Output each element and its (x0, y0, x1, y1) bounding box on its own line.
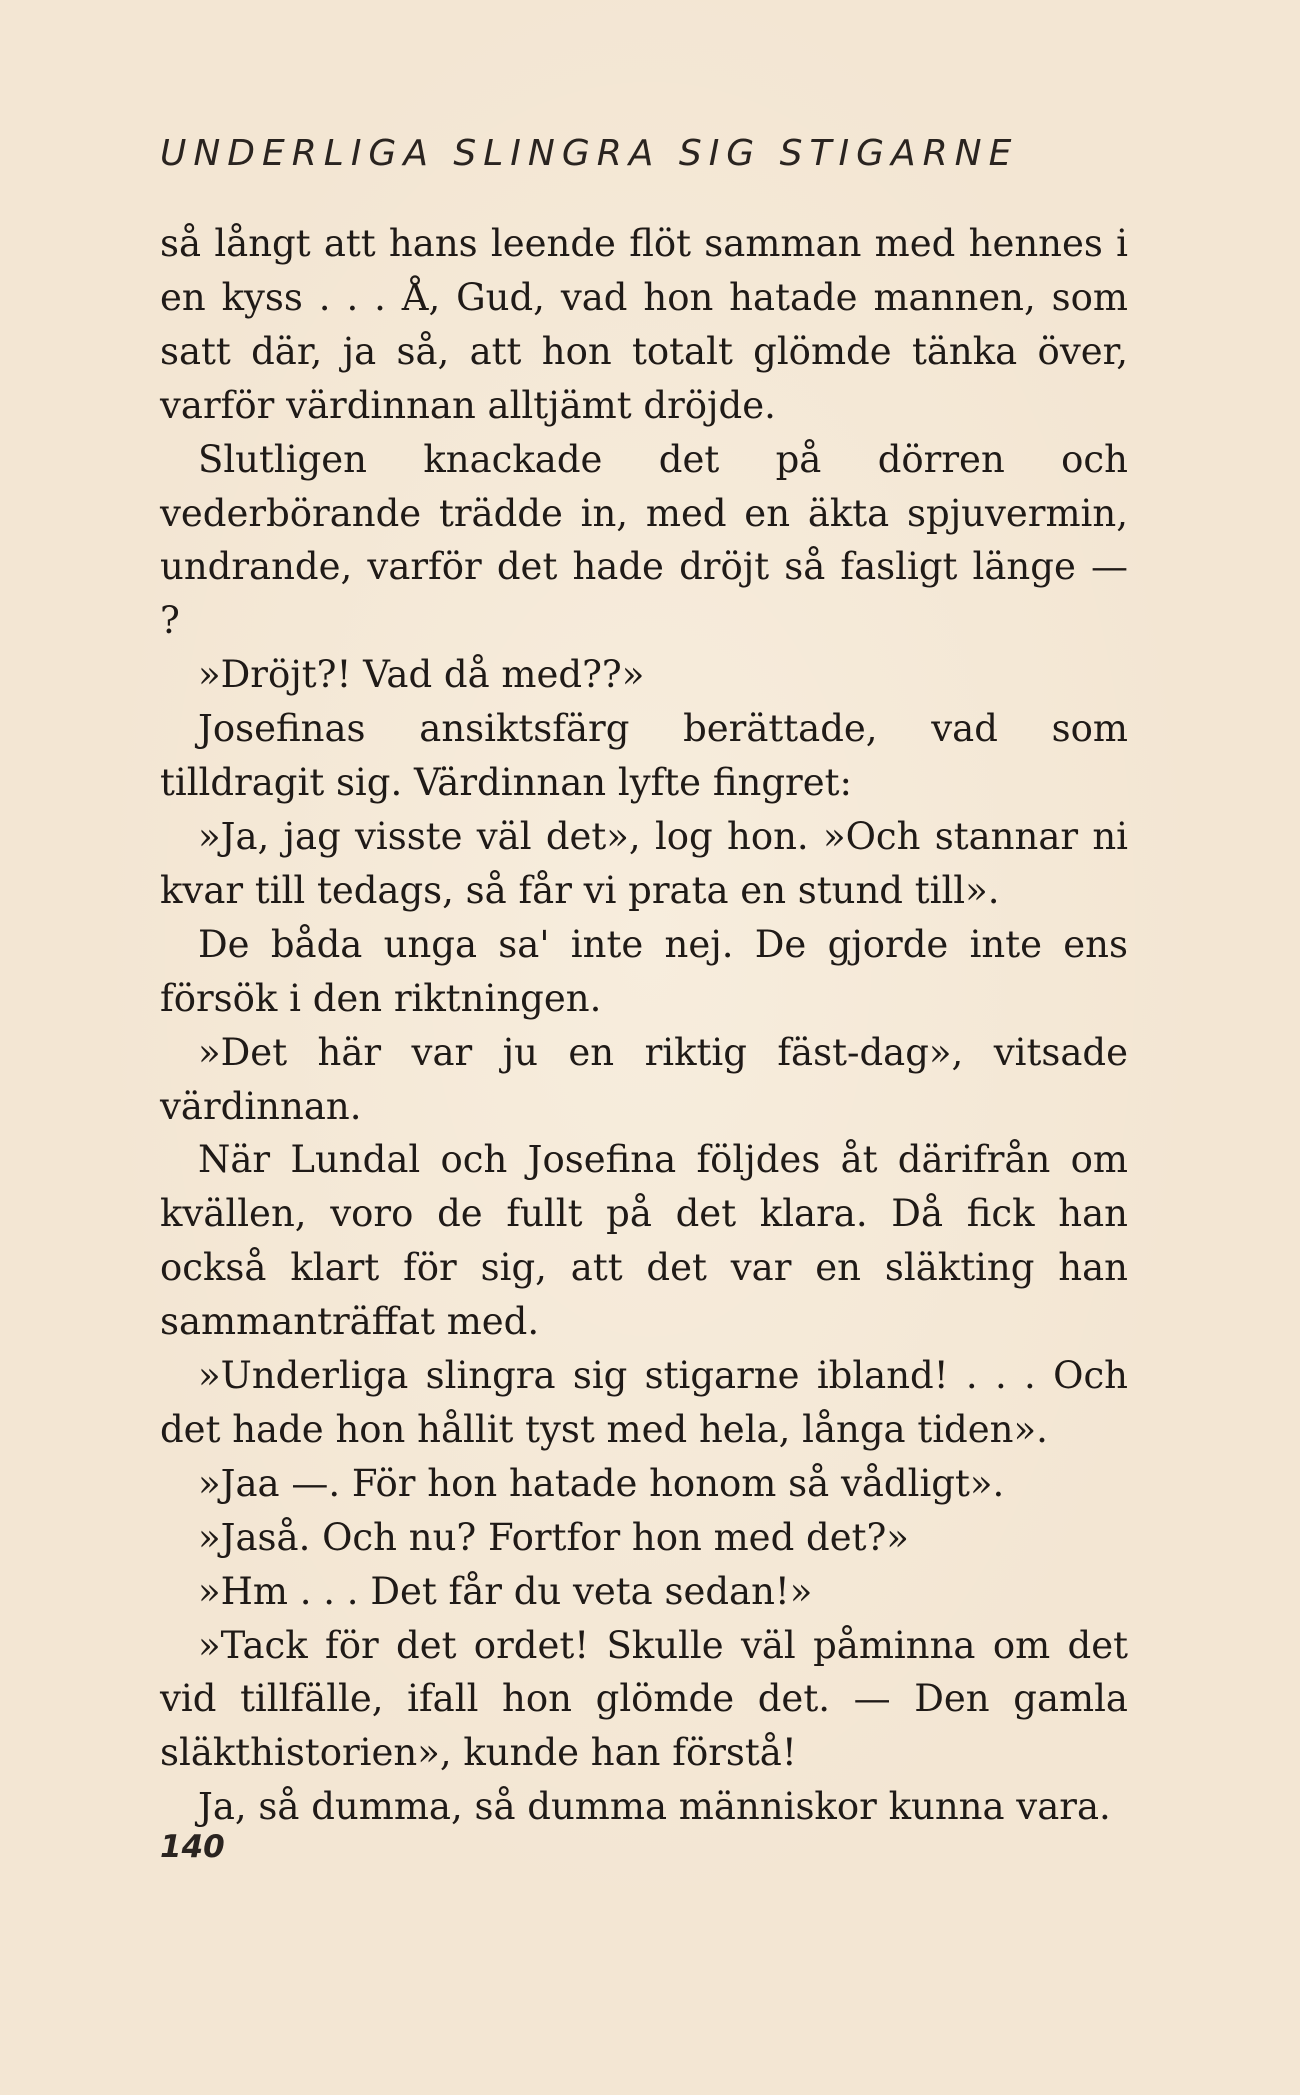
paragraph-6: De båda unga sa' inte nej. De gjorde inte ens försök i den riktningen. (160, 922, 1128, 1020)
paragraph-14: Ja, så dumma, så dumma människor kunna vara. (198, 1785, 1111, 1829)
paragraph-7: »Det här var ju en riktig fäst-dag», vitsade värdinnan. (160, 1030, 1128, 1128)
paragraph-11: »Jaså. Och nu? Fortfor hon med det?» (198, 1515, 909, 1559)
paragraph-9: »Underliga slingra sig stigarne ibland! . . . Och det hade hon hållit tyst med hela, långa tiden». (160, 1354, 1128, 1451)
paragraph-12: »Hm . . . Det får du veta sedan!» (198, 1569, 813, 1613)
paragraph-8: När Lundal och Josefina följdes åt därifrån om kvällen, voro de fullt på det klara. Då fick han också klart för sig, att det var en släkting han sammanträffat med. (160, 1138, 1128, 1344)
paragraph-13: »Tack för det ordet! Skulle väl påminna om det vid tillfälle, ifall hon glömde det. — Den gamla släkthistorien», kunde han förstå! (160, 1623, 1128, 1775)
paragraph-1: så långt att hans leende flöt samman med hennes i en kyss . . . Å, Gud, vad hon hatade mannen, som satt där, ja så, att hon totalt glömde tänka över, varför värdinnan alltjämt dröjde. (160, 222, 1128, 427)
paragraph-5: »Ja, jag visste väl det», log hon. »Och stannar ni kvar till tedags, så får vi prata en stund till». (160, 814, 1128, 912)
paragraph-10: »Jaa —. För hon hatade honom så vådligt». (198, 1461, 1005, 1505)
page-number: 140 (160, 1829, 225, 1865)
paragraph-4: Josefinas ansiktsfärg berättade, vad som tilldragit sig. Värdinnan lyfte fingret: (160, 707, 1128, 805)
paragraph-2: Slutligen knackade det på dörren och vederbörande trädde in, med en äkta spjuvermin, undrande, varför det hade dröjt så fasligt länge — ? (160, 437, 1128, 643)
running-head: UNDERLIGA SLINGRA SIG STIGARNE (160, 133, 1019, 174)
body-text (160, 217, 1128, 1834)
paragraph-3: »Dröjt?! Vad då med??» (198, 653, 645, 697)
